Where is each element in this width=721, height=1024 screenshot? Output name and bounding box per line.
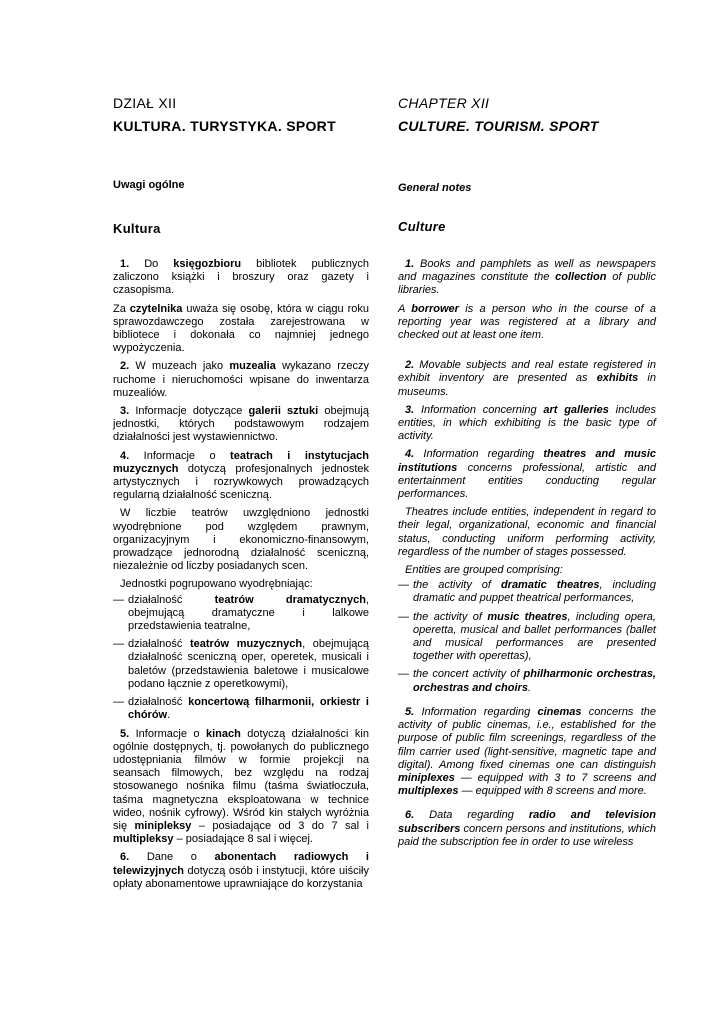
list-item-en-3: — the concert activity of philharmonic orchestras, orchestras and choirs.: [398, 668, 656, 694]
paragraph-6-pl: 6. Dane o abonentach radiowych i telewizyjnych dotyczą osób i instytucji, które uiściły opłaty abonamentowe uprawniające do korzystania: [113, 851, 369, 890]
body-text-pl: [113, 258, 369, 896]
paragraph-1b-pl: Za czytelnika uważa się osobę, która w ciągu roku sprawozdawczego została zarejestrowana w bibliotece i dokonała co najmniej jednego wypożyczenia.: [113, 302, 369, 355]
chapter-title-pl: DZIAŁ XII: [113, 95, 177, 111]
paragraph-2-en: 2. Movable subjects and real estate registered in exhibit inventory are presented as exhibits in museums.: [398, 359, 656, 398]
paragraph-4c-pl: Jednostki pogrupowano wyodrębniając:: [120, 578, 313, 591]
paragraph-1b-en: A borrower is a person who in the course of a reporting year was registered at a library and checked out at least one item.: [398, 302, 656, 342]
paragraph-1-pl: 1. Do księgozbioru bibliotek publicznych zaliczono książki i broszury oraz gazety i czasopisma.: [113, 258, 369, 297]
list-item-pl-3: — działalność koncertową filharmonii, orkiestr i chórów.: [113, 696, 369, 722]
paragraph-4b-en: Theatres include entities, independent in regard to their legal, organizational, economic and financial status, conducting uniform performing activity, regardless of the number of stages possessed.: [398, 506, 656, 558]
paragraph-4-en: 4. Information regarding theatres and music institutions concerns professional, artistic and entertainment entities conducting regular performances.: [398, 448, 656, 501]
paragraph-5-en: 5. Information regarding cinemas concerns the activity of public cinemas, i.e., established for the purpose of public film screenings, regardless of the film carrier used (light-sensitive, magnetic tape and digital). Among fixed cinemas one can distinguish miniplexes — equipped with 3 to 7 screens and multiplexes — equipped with 8 screens and more.: [398, 705, 656, 798]
chapter-subtitle-en: CULTURE. TOURISM. SPORT: [398, 118, 599, 134]
general-notes-heading-en: General notes: [398, 182, 472, 194]
paragraph-4-pl: 4. Informacje o teatrach i instytucjach muzycznych dotyczą profesjonalnych jednostek artystycznych i rozrywkowych prowadzących regularną działalność sceniczną.: [113, 449, 370, 502]
paragraph-6-en: 6. Data regarding radio and television subscribers concern persons and institutions, which paid the subscription fee in order to use wireless: [398, 809, 656, 848]
paragraph-3-en: 3. Information concerning art galleries includes entities, in which exhibiting is the basic type of activity.: [398, 403, 656, 443]
section-heading-en: Culture: [398, 219, 446, 234]
paragraph-3-pl: 3. Informacje dotyczące galerii sztuki obejmują jednostki, których podstawowym rodzajem działalności jest wystawiennictwo.: [113, 405, 369, 444]
body-text-en: [398, 258, 656, 854]
list-item-pl-2: — działalność teatrów muzycznych, obejmującą działalność sceniczną oper, operetek, musicali i baletów (przedstawienia baletowe i musicalowe podano łącznie z operetkowymi),: [113, 638, 369, 690]
paragraph-2-pl: 2. W muzeach jako muzealia wykazano rzeczy ruchome i nieruchomości wpisane do inwentarza muzealiów.: [113, 360, 370, 399]
section-heading-pl: Kultura: [113, 221, 161, 236]
chapter-title-en: CHAPTER XII: [398, 95, 490, 111]
paragraph-4b-pl: W liczbie teatrów uwzględniono jednostki wyodrębnione pod względem prawnym, organizacyjnym i ekonomiczno-finansowym, prowadzące jednorodną działalność sceniczną, niezależnie od liczby posiadanych scen.: [113, 507, 369, 573]
paragraph-4c-en: Entities are grouped comprising:: [405, 564, 563, 577]
list-item-en-1: — the activity of dramatic theatres, including dramatic and puppet theatrical performances,: [398, 579, 656, 605]
list-item-en-2: — the activity of music theatres, including opera, operetta, musical and ballet performances (ballet and musical performances are presented together with operettas),: [398, 610, 656, 663]
paragraph-1-en: 1. Books and pamphlets as well as newspapers and magazines constitute the collection of public libraries.: [398, 258, 657, 297]
chapter-subtitle-pl: KULTURA. TURYSTYKA. SPORT: [113, 118, 336, 134]
general-notes-heading-pl: Uwagi ogólne: [113, 179, 185, 191]
list-item-pl-1: — działalność teatrów dramatycznych, obejmującą dramatyczne i lalkowe przedstawienia teatralne,: [113, 593, 369, 633]
paragraph-5-pl: 5. Informacje o kinach dotyczą działalności kin ogólnie dostępnych, tj. powołanych do publicznego udostępniania filmów w formie projekcji na seansach filmowych, bez względu na rodzaj stosowanego nośnika filmu (taśma światłoczuła, taśma magnetyczna eksploatowana w technice wideo, nośnik cyfrowy). Wśród kin stałych wyróżnia się minipleksy – posiadające od 3 do 7 sal i multipleksy – posiadające 8 sal i więcej.: [113, 727, 369, 846]
